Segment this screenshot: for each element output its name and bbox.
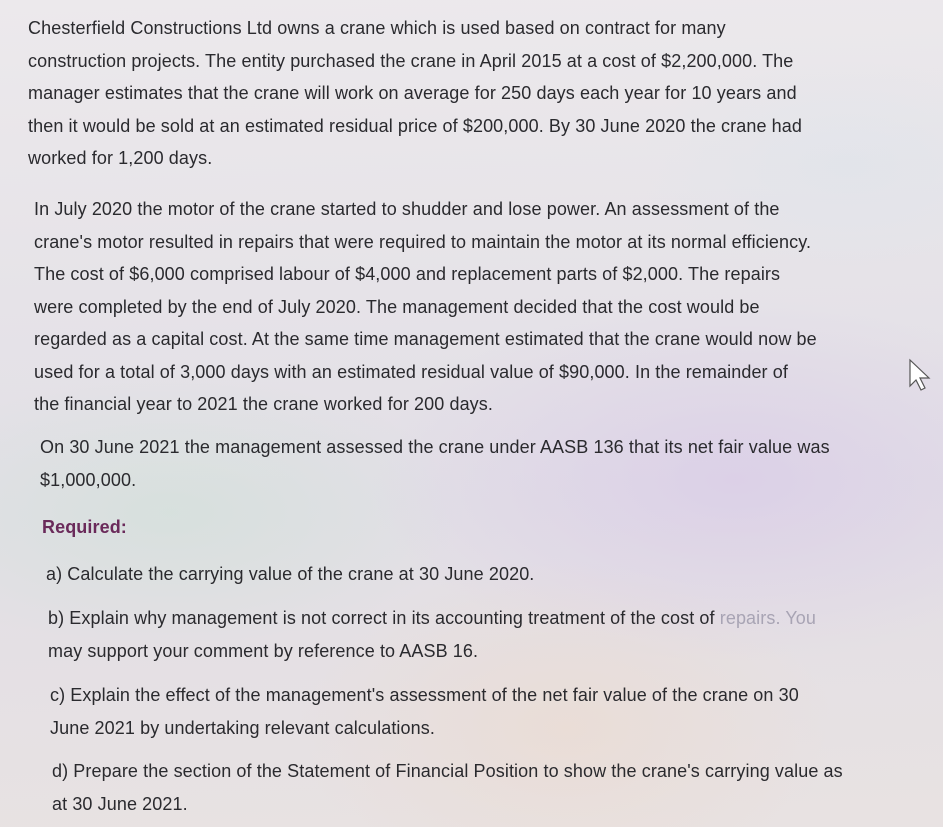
fair-value-paragraph: On 30 June 2021 the management assessed the crane under AASB 136 that its net fair value was $1,000,000. [40,437,830,490]
required-heading: Required: [42,517,127,537]
repairs-paragraph: In July 2020 the motor of the crane started to shudder and lose power. An assessment of the crane's motor resulted in repairs that were required to maintain the motor at its normal efficiency. The cost of $6,000 comprised labour of $4,000 and replacement parts of $2,000. The repairs were completed by the end of July 2020. The management decided that the cost would be regarded as a capital cost. At the same time management estimated that the crane would now be used for a total of 3,000 days with an estimated residual value of $90,000. In the remainder of the financial year to 2021 the crane worked for 200 days. [34,199,817,414]
mouse-pointer-icon [904,358,934,392]
intro-paragraph: Chesterfield Constructions Ltd owns a crane which is used based on contract for many construction projects. The entity purchased the crane in April 2015 at a cost of $2,200,000. The manager estimates that the crane will work on average for 250 days each year for 10 years and then it would be sold at an estimated residual price of $200,000. By 30 June 2020 the crane had worked for 1,200 days. [28,18,803,168]
question-b [48,602,928,667]
question-c: c) Explain the effect of the management's assessment of the net fair value of the crane on 30 June 2021 by undertaking relevant calculations. [50,685,799,738]
question-b-faint-text: repairs. You [719,608,817,628]
question-b-text: b) Explain why management is not correct in its accounting treatment of the cost of [48,608,720,628]
question-b-continuation: may support your comment by reference to AASB 16. [48,640,479,661]
question-a: a) Calculate the carrying value of the crane at 30 June 2020. [46,564,535,584]
question-d: d) Prepare the section of the Statement of Financial Position to show the crane's carrying value as at 30 June 2021. [52,761,843,814]
